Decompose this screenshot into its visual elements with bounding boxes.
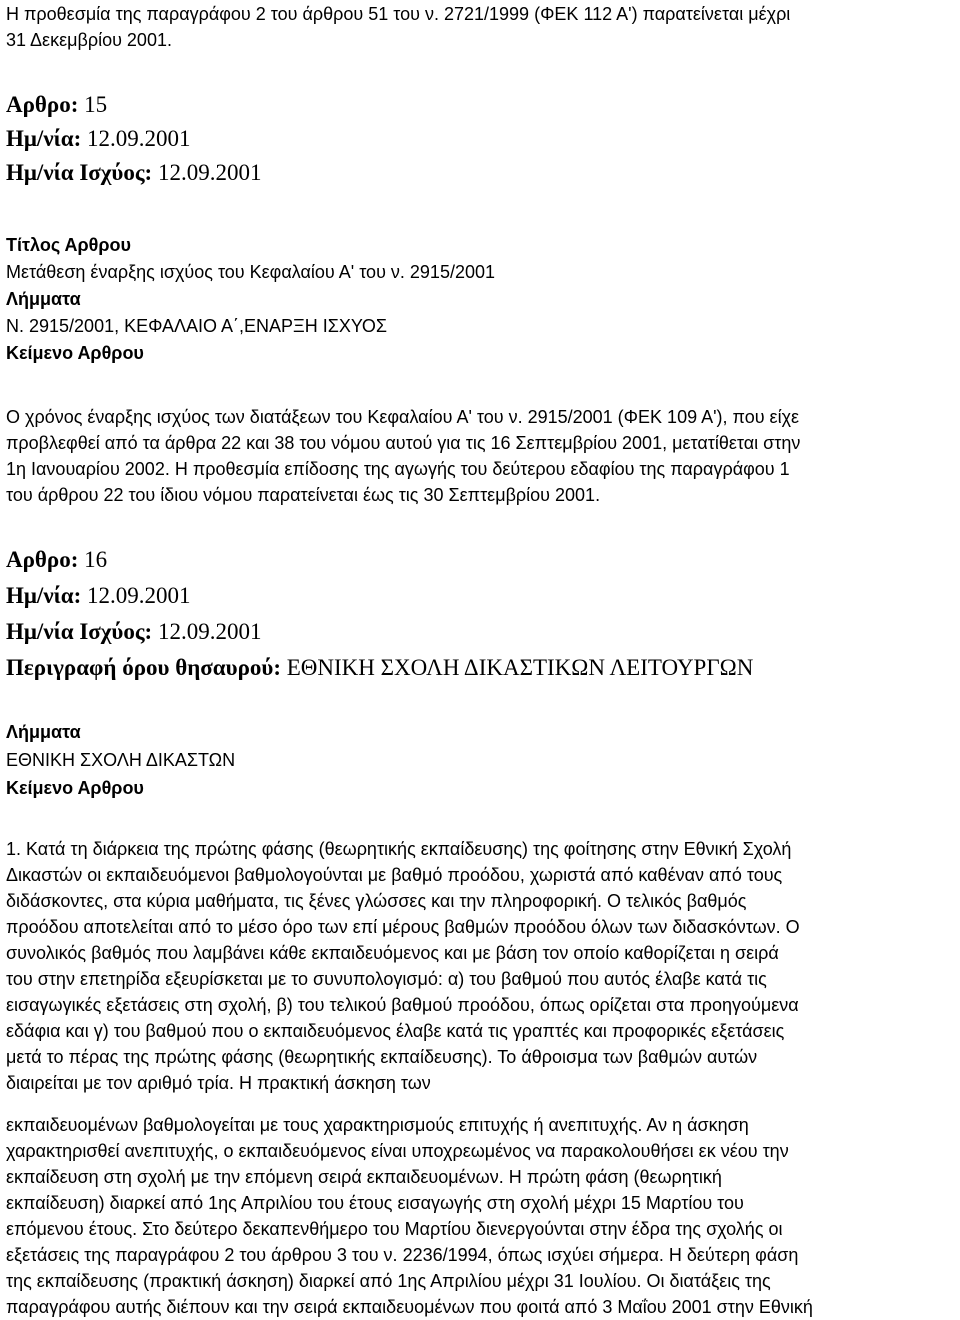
text-line: επόμενου έτους. Στο δεύτερο δεκαπενθήμερο του Μαρτίου διενεργούνται στην έδρα της σχολής οι xyxy=(6,1219,783,1239)
article-label: Αρθρο: xyxy=(6,547,79,572)
text-line: Δικαστών οι εκπαιδευόμενοι βαθμολογούνται με βαθμό προόδου, χωριστά από καθέναν από τους xyxy=(6,865,783,885)
article-number xyxy=(6,542,956,578)
thesaurus-label: Περιγραφή όρου θησαυρού: xyxy=(6,655,281,680)
thesaurus-value: ΕΘΝΙΚΗ ΣΧΟΛΗ ΔΙΚΑΣΤΙΚΩΝ ΛΕΙΤΟΥΡΓΩΝ xyxy=(280,655,754,680)
article-value: 16 xyxy=(78,547,108,572)
article-effective-date xyxy=(6,614,956,650)
article-15-body xyxy=(6,404,956,508)
text-line: διδάσκοντες, στα κύρια μαθήματα, τις ξένες γλώσσες και την πληροφορική. Ο τελικός βαθμός xyxy=(6,891,747,911)
text-line: του στην επετηρίδα εξευρίσκεται με το συνυπολογισμό: α) του βαθμού που αυτός έλαβε κατά τις xyxy=(6,969,767,989)
article-effective-date xyxy=(6,156,956,190)
text-line: εκπαίδευση) διαρκεί από 1ης Απριλίου του έτους εισαγωγής στη σχολή μέχρι 15 Μαρτίου του xyxy=(6,1193,744,1213)
article-15-header xyxy=(6,88,956,190)
date-label: Ημ/νία: xyxy=(6,126,82,151)
effective-date-label: Ημ/νία Ισχύος: xyxy=(6,160,153,185)
article-text-heading: Κείμενο Αρθρου xyxy=(6,343,144,363)
intro-paragraph xyxy=(6,1,956,53)
text-line: εδάφια και γ) του βαθμού που ο εκπαιδευόμενος έλαβε κατά τις γραπτές και προφορικές εξετάσεις xyxy=(6,1021,785,1041)
lemmata-text: ΕΘΝΙΚΗ ΣΧΟΛΗ ΔΙΚΑΣΤΩΝ xyxy=(6,750,236,770)
date-value: 12.09.2001 xyxy=(81,583,191,608)
text-line: 1. Κατά τη διάρκεια της πρώτης φάσης (θεωρητικής εκπαίδευσης) της φοίτησης στην Εθνική Σχολή xyxy=(6,839,792,859)
text-line: χαρακτηρισθεί ανεπιτυχής, ο εκπαιδευόμενος είναι υποχρεωμένος να παρακολουθήσει εκ νέου την xyxy=(6,1141,789,1161)
lemmata-heading: Λήμματα xyxy=(6,289,81,309)
article-number xyxy=(6,88,956,122)
thesaurus-term xyxy=(6,650,956,686)
text-line: μετά το πέρας της πρώτης φάσης (θεωρητικής εκπαίδευσης). Το άθροισμα των βαθμών αυτών xyxy=(6,1047,758,1067)
effective-date-value: 12.09.2001 xyxy=(152,160,262,185)
title-text: Μετάθεση έναρξης ισχύος του Κεφαλαίου Α' του ν. 2915/2001 xyxy=(6,262,495,282)
text-line: της εκπαίδευσης (πρακτική άσκηση) διαρκεί από 1ης Απριλίου μέχρι 31 Ιουλίου. Οι διατάξεις της xyxy=(6,1271,771,1291)
article-date xyxy=(6,578,956,614)
text-line: εξετάσεις της παραγράφου 2 του άρθρου 3 του ν. 2236/1994, όπως ισχύει σήμερα. Η δεύτερη φάση xyxy=(6,1245,799,1265)
text-line: προβλεφθεί από τα άρθρα 22 και 38 του νόμου αυτού για τις 16 Σεπτεμβρίου 2001, μετατίθεται στην xyxy=(6,433,801,453)
text-line: προόδου αποτελείται από το μέσο όρο των επί μέρους βαθμών προόδου όλων των διδασκόντων. Ο xyxy=(6,917,800,937)
article-date xyxy=(6,122,956,156)
lemmata-text: Ν. 2915/2001, ΚΕΦΑΛΑΙΟ Α΄,ΕΝΑΡΞΗ ΙΣΧΥΟΣ xyxy=(6,316,387,336)
text-line: διαιρείται με τον αριθμό τρία. Η πρακτική άσκηση των xyxy=(6,1073,431,1093)
article-label: Αρθρο: xyxy=(6,92,79,117)
article-16-header xyxy=(6,542,956,686)
text-line: εισαγωγικές εξετάσεις στη σχολή, β) του τελικού βαθμού προόδου, όπως ορίζεται στα προηγούμενα xyxy=(6,995,799,1015)
lemmata-heading: Λήμματα xyxy=(6,722,81,742)
date-label: Ημ/νία: xyxy=(6,583,82,608)
text-line: του άρθρου 22 του ίδιου νόμου παρατείνεται έως τις 30 Σεπτεμβρίου 2001. xyxy=(6,485,601,505)
effective-date-value: 12.09.2001 xyxy=(152,619,262,644)
date-value: 12.09.2001 xyxy=(81,126,191,151)
text-line: 31 Δεκεμβρίου 2001. xyxy=(6,30,172,50)
text-line: Ο χρόνος έναρξης ισχύος των διατάξεων του Κεφαλαίου Α' του ν. 2915/2001 (ΦΕΚ 109 Α'), που είχε xyxy=(6,407,800,427)
text-line: παραγράφου αυτής διέπουν και την σειρά εκπαιδευομένων που φοιτά από 3 Μαΐου 2001 στην Εθνική xyxy=(6,1297,813,1317)
text-line: εκπαίδευση στη σχολή με την επόμενη σειρά εκπαιδευομένων. Η πρώτη φάση (θεωρητική xyxy=(6,1167,722,1187)
text-line: Η προθεσμία της παραγράφου 2 του άρθρου 51 του ν. 2721/1999 (ΦΕΚ 112 Α') παρατείνεται μέχρι xyxy=(6,4,791,24)
text-line: 1η Ιανουαρίου 2002. Η προθεσμία επίδοσης της αγωγής του δεύτερου εδαφίου της παραγράφου 1 xyxy=(6,459,790,479)
article-text-heading: Κείμενο Αρθρου xyxy=(6,778,144,798)
article-15-meta xyxy=(6,232,956,367)
text-line: εκπαιδευομένων βαθμολογείται με τους χαρακτηρισμούς επιτυχής ή ανεπιτυχής. Αν η άσκηση xyxy=(6,1115,749,1135)
effective-date-label: Ημ/νία Ισχύος: xyxy=(6,619,153,644)
text-line: συνολικός βαθμός που λαμβάνει κάθε εκπαιδευόμενος και με βάση τον οποίο καθορίζεται η σειρά xyxy=(6,943,779,963)
article-16-body-1 xyxy=(6,836,956,1096)
article-value: 15 xyxy=(78,92,108,117)
title-heading: Τίτλος Αρθρου xyxy=(6,235,131,255)
article-16-meta xyxy=(6,718,956,802)
article-16-body-2 xyxy=(6,1112,956,1320)
